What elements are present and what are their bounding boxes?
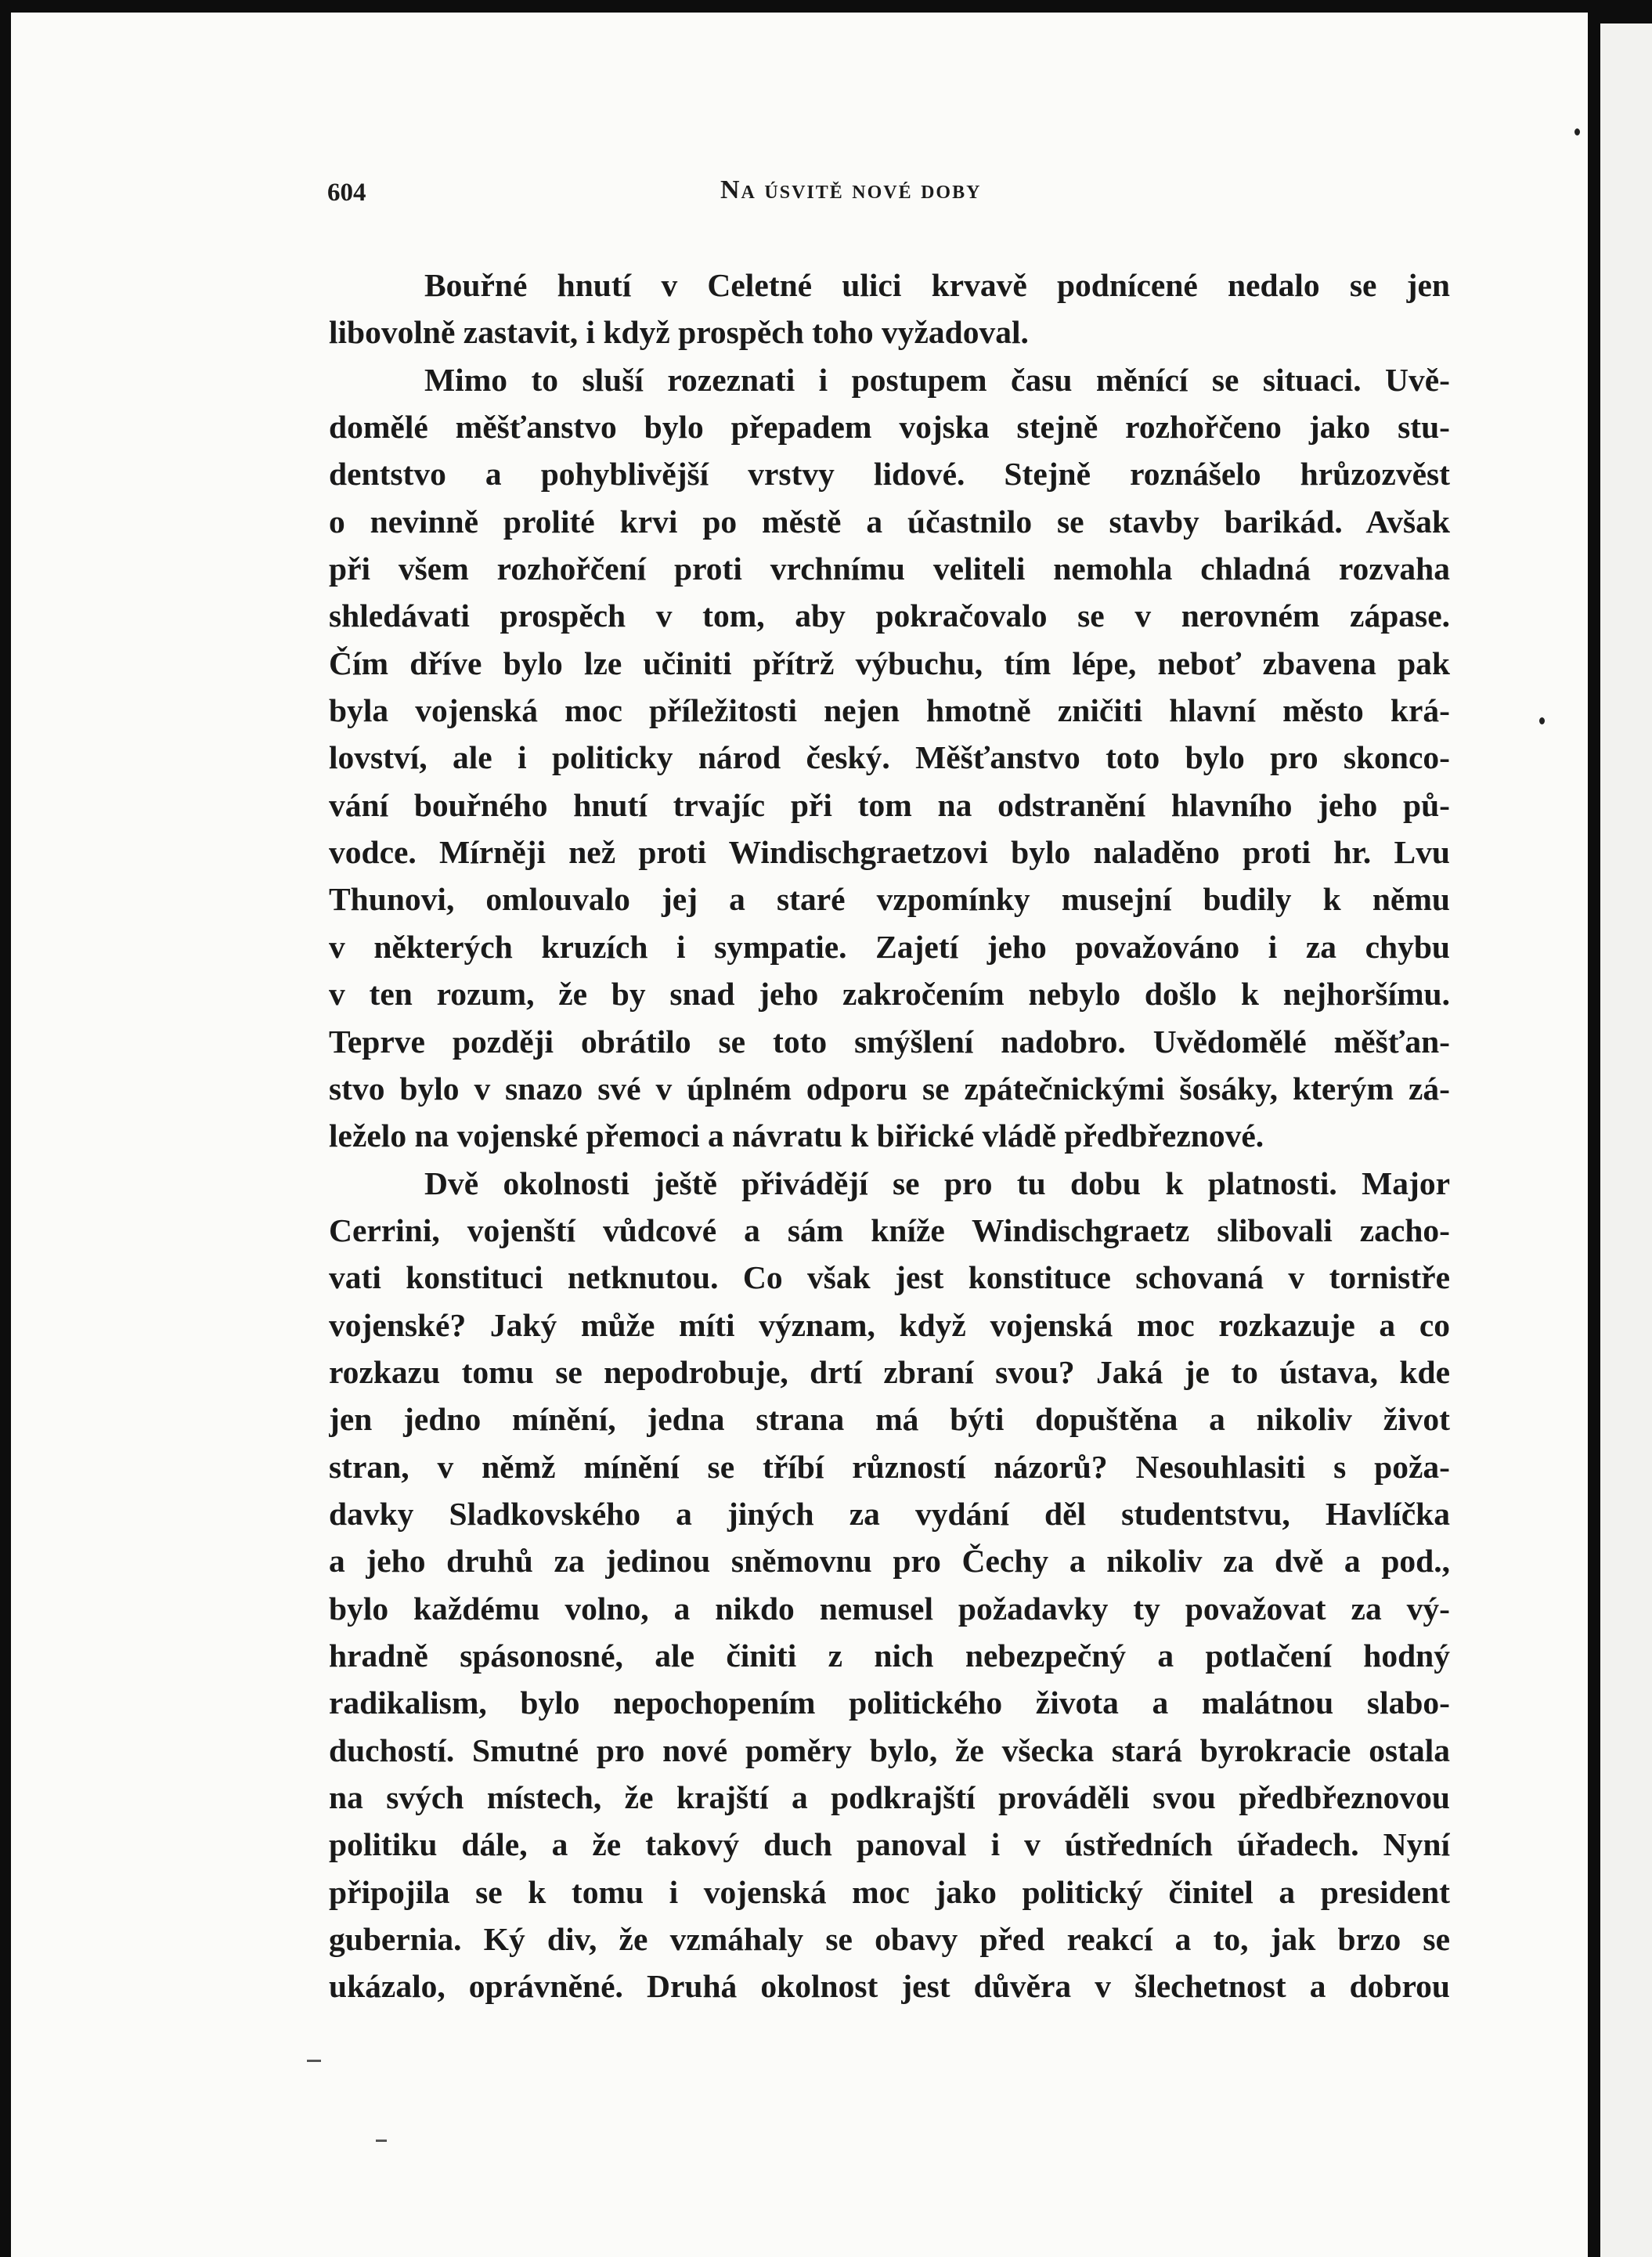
text-line: vojenské? Jaký může míti význam, když vojenská moc rozkazuje a co (329, 1306, 1450, 1343)
text-line: při všem rozhořčení proti vrchnímu veliteli nemohla chladná rozvaha (329, 551, 1450, 587)
book-page (11, 13, 1588, 2257)
text-line: Mimo to sluší rozeznati i postupem času měnící se situaci. Uvě- (424, 361, 1450, 398)
text-line: a jeho druhů za jedinou sněmovnu pro Čechy a nikoliv za dvě a pod., (329, 1543, 1450, 1580)
running-head (11, 169, 1588, 216)
text-line: v ten rozum, že by snad jeho zakročením nebylo došlo k nejhoršímu. (329, 976, 1450, 1013)
text-line: připojila se k tomu i vojenská moc jako politický činitel a president (329, 1873, 1450, 1910)
text-line: libovolně zastavit, i když prospěch toho vyžadoval. (329, 314, 1029, 351)
running-title: Na úsvitě nové doby (720, 175, 982, 204)
text-line: Thunovi, omlouvalo jej a staré vzpomínky musejní budily k němu (329, 881, 1450, 918)
scan-speck (1574, 128, 1580, 135)
page-number: 604 (327, 179, 366, 207)
text-line: dentstvo a pohyblivější vrstvy lidové. Stejně roznášelo hrůzozvěst (329, 456, 1450, 493)
text-line: shledávati prospěch v tom, aby pokračovalo se v nerovném zápase. (329, 598, 1450, 634)
text-line: domělé měšťanstvo bylo přepadem vojska stejně rozhořčeno jako stu- (329, 409, 1450, 446)
text-line: gubernia. Ký div, že vzmáhaly se obavy před reakcí a to, jak brzo se (329, 1921, 1450, 1958)
adjacent-page-edge (1600, 23, 1652, 2257)
text-line: na svých místech, že krajští a podkrajští prováděli svou předbřeznovou (329, 1779, 1450, 1815)
scan-speck (307, 2060, 321, 2062)
text-line: politiku dále, a že takový duch panoval i v ústředních úřadech. Nyní (329, 1826, 1450, 1863)
text-line: duchostí. Smutné pro nové poměry bylo, že všecka stará byrokracie ostala (329, 1732, 1450, 1768)
text-line: bylo každému volno, a nikdo nemusel požadavky ty považovat za vý- (329, 1590, 1450, 1627)
text-line: vodce. Mírněji než proti Windischgraetzovi bylo naladěno proti hr. Lvu (329, 834, 1450, 871)
text-line: rozkazu tomu se nepodrobuje, drtí zbraní svou? Jaká je to ústava, kde (329, 1353, 1450, 1390)
text-line: Dvě okolnosti ještě přivádějí se pro tu dobu k platnosti. Major (424, 1165, 1450, 1201)
text-line: davky Sladkovského a jiných za vydání děl studentstvu, Havlíčka (329, 1495, 1450, 1532)
scan-speck (1539, 717, 1545, 724)
text-line: hradně spásonosné, ale činiti z nich nebezpečný a potlačení hodný (329, 1637, 1450, 1674)
scan-speck (376, 2140, 387, 2142)
text-line: vati konstituci netknutou. Co však jest konstituce schovaná v tornistře (329, 1259, 1450, 1296)
text-line: Čím dříve bylo lze učiniti přítrž výbuchu, tím lépe, neboť zbavena pak (329, 645, 1450, 681)
text-line: stran, v němž mínění se tříbí růzností názorů? Nesouhlasiti s poža- (329, 1448, 1450, 1485)
text-line: o nevinně prolité krvi po městě a účastnilo se stavby barikád. Avšak (329, 503, 1450, 540)
text-line: lovství, ale i politicky národ český. Měšťanstvo toto bylo pro skonco- (329, 739, 1450, 776)
body-text (329, 262, 1450, 2010)
text-line: Cerrini, vojenští vůdcové a sám kníže Windischgraetz slibovali zacho- (329, 1212, 1450, 1248)
text-line: radikalism, bylo nepochopením politického života a malátnou slabo- (329, 1685, 1450, 1721)
text-line: v některých kruzích i sympatie. Zajetí jeho považováno i za chybu (329, 928, 1450, 965)
text-line: Teprve později obrátilo se toto smýšlení nadobro. Uvědomělé měšťan- (329, 1023, 1450, 1060)
text-line: jen jedno mínění, jedna strana má býti dopuštěna a nikoliv život (329, 1401, 1450, 1438)
text-line: ukázalo, oprávněné. Druhá okolnost jest důvěra v šlechetnost a dobrou (329, 1968, 1450, 2005)
text-line: vání bouřného hnutí trvajíc při tom na odstranění hlavního jeho pů- (329, 786, 1450, 823)
text-line: leželo na vojenské přemoci a návratu k biřické vládě předbřeznové. (329, 1118, 1264, 1154)
text-line: Bouřné hnutí v Celetné ulici krvavě podnícené nedalo se jen (424, 267, 1450, 303)
text-line: byla vojenská moc příležitosti nejen hmotně zničiti hlavní město krá- (329, 692, 1450, 729)
text-line: stvo bylo v snazo své v úplném odporu se zpátečnickými šosáky, kterým zá- (329, 1070, 1450, 1107)
